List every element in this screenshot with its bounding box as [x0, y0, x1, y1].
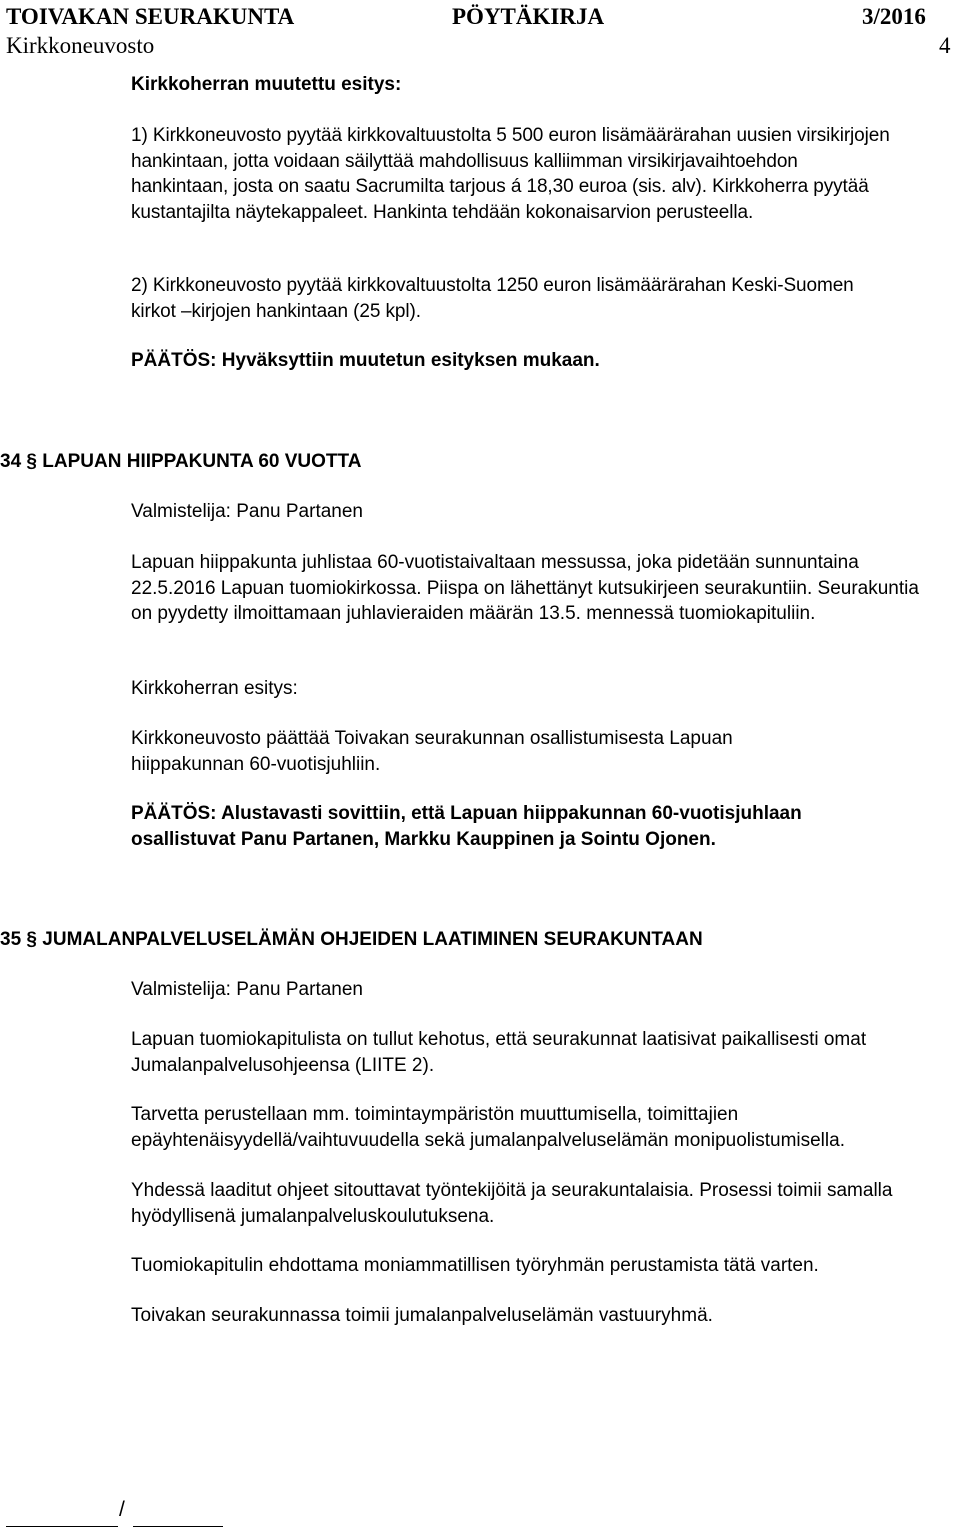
section-35-paragraph-1-text: Lapuan tuomiokapitulista on tullut kehotus, että seurakunnat laatisivat paikallisesti omat Jumalanpalvelusohjeensa (LIITE 2).	[131, 1029, 867, 1076]
section-34-title: LAPUAN HIIPPAKUNTA 60 VUOTTA	[42, 451, 362, 472]
proposal-item-2-text: 2) Kirkkoneuvosto pyytää kirkkovaltuustolta 1250 euron lisämäärärahan Keski-Suomen kirkot –kirjojen hankintaan (25 kpl).	[131, 275, 854, 322]
paragraph-sign-icon: §	[26, 929, 37, 950]
section-35-number: 35	[0, 929, 22, 950]
section-35-paragraph-3	[131, 1178, 931, 1229]
section-34-heading	[0, 449, 950, 475]
proposal-item-1-text: 1) Kirkkoneuvosto pyytää kirkkovaltuustolta 5 500 euron lisämäärärahan uusien virsikirjojen hankintaan, jotta voidaan säilyttää mahdollisuus kalliimman virsikirjavaihtoehdon hankintaan, josta on saatu Sacrumilta tarjous á 18,30 euroa (sis. alv). Kirkkoherra pyytää kustantajilta näytekappaleet. Hankinta tehdään kokonaisarvion perusteella.	[131, 125, 890, 223]
section-35-paragraph-3-text: Yhdessä laaditut ohjeet sitouttavat työntekijöitä ja seurakuntalaisia. Prosessi toimii samalla hyödyllisenä jumalanpalveluskoulutuksena.	[131, 1180, 893, 1227]
section-34-decision	[131, 801, 911, 852]
section-34-proposal-heading: Kirkkoherran esitys:	[131, 678, 298, 699]
section-35-paragraph-1	[131, 1027, 931, 1078]
section-35-paragraph-4: Tuomiokapitulin ehdottama moniammatillisen työryhmän perustamista tätä varten.	[131, 1255, 819, 1276]
section-34-number: 34	[0, 451, 22, 472]
section-35-title: JUMALANPALVELUSELÄMÄN OHJEIDEN LAATIMINEN SEURAKUNTAAN	[42, 929, 703, 950]
section-35-heading	[0, 927, 950, 953]
section-34-proposal	[131, 726, 851, 777]
section-35-paragraph-2-text: Tarvetta perustellaan mm. toimintaympäristön muuttumisella, toimittajien epäyhtenäisyydellä/vaihtuvuudella sekä jumalanpalveluselämän monipuolistumisella.	[131, 1104, 845, 1151]
section-35-paragraph-2	[131, 1102, 956, 1153]
signature-line-left	[6, 1526, 118, 1527]
section-35-preparer: Valmistelija: Panu Partanen	[131, 979, 363, 1000]
decision-previous: PÄÄTÖS: Hyväksyttiin muutetun esityksen mukaan.	[131, 350, 600, 371]
header-doc-number: 3/2016	[862, 4, 926, 29]
signature-separator: /	[119, 1498, 125, 1521]
proposal-item-1	[131, 123, 891, 225]
section-34-body-text: Lapuan hiippakunta juhlistaa 60-vuotistaivaltaan messussa, joka pidetään sunnuntaina 22.5.2016 Lapuan tuomiokirkossa. Piispa on lähettänyt kutsukirjeen seurakuntiin. Seurakuntia on pyydetty ilmoittamaan juhlavieraiden määrän 13.5. mennessä tuomiokapituliin.	[131, 552, 919, 624]
signature-line-right	[133, 1526, 223, 1527]
header-body: Kirkkoneuvosto	[6, 33, 155, 58]
header-org: TOIVAKAN SEURAKUNTA	[6, 4, 295, 29]
proposal-heading-revised: Kirkkoherran muutettu esitys:	[131, 74, 402, 95]
section-34-preparer: Valmistelija: Panu Partanen	[131, 501, 363, 522]
section-35-paragraph-5: Toivakan seurakunnassa toimii jumalanpalveluselämän vastuuryhmä.	[131, 1305, 713, 1326]
section-34-body	[131, 550, 921, 627]
section-34-proposal-text: Kirkkoneuvosto päättää Toivakan seurakunnan osallistumisesta Lapuan hiippakunnan 60-vuotisjuhliin.	[131, 728, 733, 775]
header-doc-type: PÖYTÄKIRJA	[452, 4, 605, 29]
header-page-number: 4	[939, 33, 951, 58]
section-34-decision-text: PÄÄTÖS: Alustavasti sovittiin, että Lapuan hiippakunnan 60-vuotisjuhlaan osallistuvat Panu Partanen, Markku Kauppinen ja Sointu Ojonen.	[131, 803, 802, 850]
paragraph-sign-icon: §	[26, 451, 37, 472]
proposal-item-2	[131, 273, 896, 324]
